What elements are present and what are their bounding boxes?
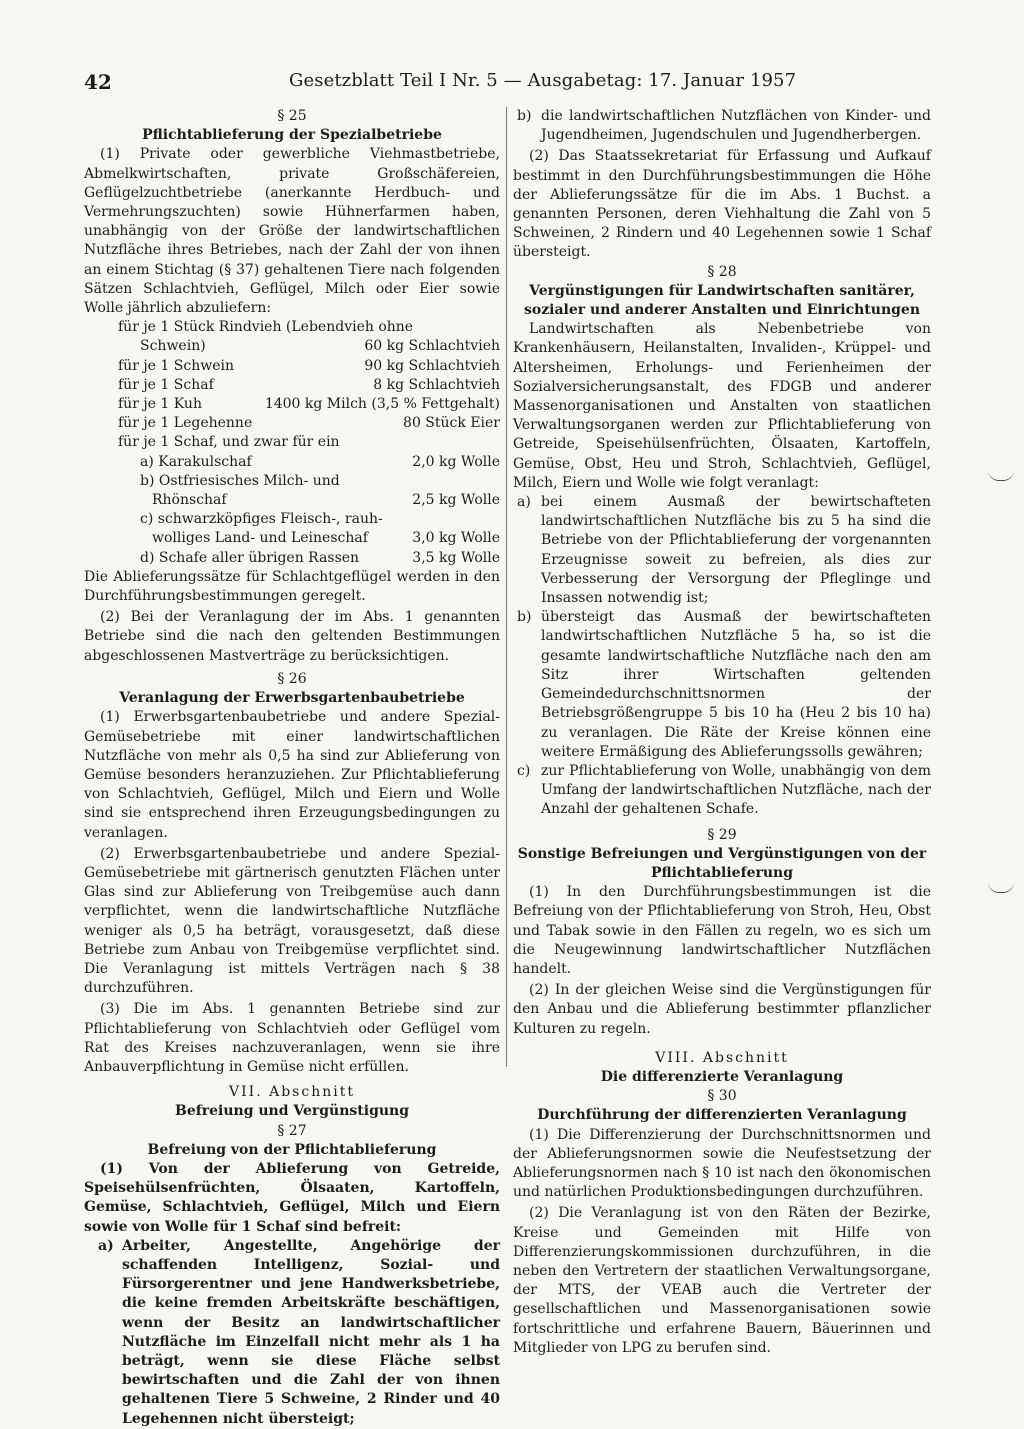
paragraph: (1) Erwerbsgartenbaubetriebe und andere Spezial-Gemüsebetriebe mit einer landwirtschaftlichen Nutzfläche von mehr als 0,5 ha sind zur Ablieferung von Gemüse besonders heranzuziehen. Zur Pflichtablieferung von Schlachtvieh, Geflügel, Milch und Eiern und Wolle sind sie entsprechend ihren Erzeugungsbedingungen zu veranlagen.: [84, 709, 500, 841]
section-number: § 28: [707, 263, 737, 280]
paragraph: (1) In den Durchführungsbestimmungen ist die Befreiung von der Pflichtablieferung von Stroh, Heu, Obst und Tabak sowie in den Fällen zu regeln, wo es sich um die Neugewinnung landwirtschaftlicher Nutzflächen handelt.: [513, 884, 931, 977]
table-row: für je 1 Legehenne 80 Stück Eier: [118, 415, 500, 432]
column-divider: [506, 107, 507, 1067]
table-row: b) Ostfriesisches Milch- und: [140, 472, 340, 489]
section-title: Sonstige Befreiungen und Vergünstigungen von der Pflichtablieferung: [517, 845, 927, 881]
table-row: Rhönschaf 2,5 kg Wolle: [152, 492, 500, 509]
paragraph: (1) Private oder gewerbliche Viehmastbetriebe, Abmelkwirtschaften, private Großschäfereien, Geflügelzuchtbetriebe (anerkannte Herdbuch- und Vermehrungszuchten) sowie Hühnerfarmen haben, unabhängig von der Größe der landwirtschaftlichen Nutzfläche ihres Betriebes, nach der Zahl der von ihnen an einem Stichtag (§ 37) gehaltenen Tiere nach folgenden Sätzen Schlachtvieh, Geflügel, Milch oder Eier sowie Wolle jährlich abzuliefern:: [84, 146, 500, 317]
paragraph: (2) Das Staatssekretariat für Erfassung und Aufkauf bestimmt in den Durchführungsbestimmungen die Höhe der Ablieferungssätze für die im Abs. 1 Buchst. a genannten Personen, deren Viehhaltung die Zahl von 5 Schweinen, 2 Rindern und 40 Legehennen sowie 1 Schaf übersteigt.: [513, 148, 931, 261]
table-row: für je 1 Schaf, und zwar für ein: [118, 434, 340, 451]
table-row: d) Schafe aller übrigen Rassen 3,5 kg Wolle: [140, 549, 500, 566]
page-number: 42: [84, 70, 112, 94]
left-column: [84, 107, 500, 1429]
paragraph: Landwirtschaften als Nebenbetriebe von Krankenhäusern, Heilanstalten, Invaliden-, Krüppel- und Altersheimen, Erholungs- und Ferienheimen der Sozialversicherungsanstalt, des FDGB und anderer Massenorganisationen und Anstalten von staatlichen Verwaltungsorganen werden zur Pflichtablieferung von Getreide, Speisehülsenfrüchten, Ölsaaten, Kartoffeln, Gemüse, Obst, Heu und Stroh, Schlachtvieh, Geflügel, Milch, Eiern und Wolle wie folgt veranlagt:: [513, 321, 931, 491]
section-title: Vergünstigungen für Landwirtschaften sanitärer, sozialer und anderer Anstalten und Einrichtungen: [523, 282, 921, 319]
table-row: a) Karakulschaf 2,0 kg Wolle: [140, 453, 500, 470]
section-title: Befreiung von der Pflichtablieferung: [147, 1141, 437, 1158]
margin-pencil-mark: [988, 470, 1014, 481]
section-number: § 27: [277, 1122, 307, 1139]
page-header: [84, 70, 950, 100]
chapter-title: Die differenzierte Veranlagung: [600, 1068, 844, 1085]
list-item: a) Arbeiter, Angestellte, Angehörige der schaffenden Intelligenz, Sozial- und Fürsorgerentner und jene Handwerksbetriebe, die keine fremden Arbeitskräfte beschäftigen, wenn der Besitz an landwirtschaftlicher Nutzfläche im Einzelfall nicht mehr als 1 ha beträgt, wenn sie diese Fläche selbst bewirtschaften und die Zahl der von ihnen gehaltenen Tiere 5 Schweine, 2 Rinder und 40 Legehennen nicht übersteigt;: [98, 1237, 500, 1427]
section-title: Pflichtablieferung der Spezialbetriebe: [142, 127, 442, 144]
list-item: c) zur Pflichtablieferung von Wolle, unabhängig von dem Umfang der landwirtschaftlichen Nutzfläche, nach der Anzahl der gehaltenen Schafe.: [517, 762, 931, 818]
running-title: Gesetzblatt Teil I Nr. 5 — Ausgabetag: 17. Januar 1957: [289, 70, 797, 91]
section-number: § 30: [707, 1088, 737, 1105]
paragraph: (2) Erwerbsgartenbaubetriebe und andere Spezial-Gemüsebetriebe mit gärtnerisch genutzten Flächen unter Glas sind zur Ablieferung von Treibgemüse auch dann verpflichtet, wenn die landwirtschaftliche Nutzfläche weniger als 0,5 ha beträgt, vorausgesetzt, daß diese Betriebe zum Anbau von Treibgemüse verpflichtet sind. Die Veranlagung ist mittels Verträgen nach § 38 durchzuführen.: [84, 845, 500, 997]
table-row: für je 1 Schaf 8 kg Schlachtvieh: [118, 376, 500, 393]
section-title: Durchführung der differenzierten Veranlagung: [537, 1107, 907, 1124]
chapter-title: Befreiung und Vergünstigung: [174, 1103, 409, 1120]
paragraph: (1) Die Differenzierung der Durchschnittsnormen und der Ablieferungsnormen sowie die Neufestsetzung der Ablieferungsnormen nach § 10 ist nach den ökonomischen und natürlichen Produktionsbedingungen durchzuführen.: [513, 1126, 931, 1201]
chapter-heading: VII. Abschnitt: [229, 1084, 355, 1101]
table-row: wolliges Land- und Leineschaf 3,0 kg Wolle: [152, 530, 500, 547]
list-item: b) übersteigt das Ausmaß der bewirtschafteten landwirtschaftlichen Nutzfläche 5 ha, so ist die gesamte landwirtschaftliche Nutzfläche nach den am Sitz ihrer Wirtschaften geltenden Gemeindedurchschnittsnormen der Betriebsgrößengruppe 5 bis 10 ha (Heu 2 bis 10 ha) zu veranlagen. Die Räte der Kreise können eine weitere Ermäßigung des Ablieferungssolls gewähren;: [517, 609, 931, 760]
table-row: für je 1 Schwein 90 kg Schlachtvieh: [118, 357, 500, 374]
section-number: § 29: [707, 826, 737, 843]
table-row: c) schwarzköpfiges Fleisch-, rauh-: [140, 511, 383, 528]
table-row: Schwein) 60 kg Schlachtvieh: [140, 338, 500, 355]
table-row: für je 1 Kuh 1400 kg Milch (3,5 % Fettgehalt): [118, 396, 500, 413]
paragraph: (2) Bei der Veranlagung der im Abs. 1 genannten Betriebe sind die nach den geltenden Bestimmungen abgeschlossenen Mastverträge zu berücksichtigen.: [84, 609, 500, 664]
paragraph: (2) In der gleichen Weise sind die Vergünstigungen für den Anbau und die Ablieferung bestimmter pflanzlicher Kulturen zu regeln.: [513, 982, 931, 1037]
delivery-rates-table: [118, 318, 500, 568]
section-number: § 26: [277, 670, 307, 687]
paragraph: (3) Die im Abs. 1 genannten Betriebe sind zur Pflichtablieferung von Schlachtvieh oder Geflügel vom Rat des Kreises nachzuveranlagen, wenn sie ihre Anbauverpflichtung in Gemüse nicht erfüllen.: [84, 1001, 500, 1075]
chapter-heading: VIII. Abschnitt: [655, 1049, 789, 1066]
paragraph: (2) Die Veranlagung ist von den Räten der Bezirke, Kreise und Gemeinden mit Hilfe von Differenzierungskommissionen durchzuführen, in die neben den Vertretern der staatlichen Verwaltungsorgane, der MTS, der VEAB auch die Vertreter der gesellschaftlichen und Massenorganisationen sowie fortschrittliche und erfahrene Bauern, Bäuerinnen und Mitglieder von LPG zu berufen sind.: [513, 1205, 931, 1356]
paragraph: (1) Von der Ablieferung von Getreide, Speisehülsenfrüchten, Ölsaaten, Kartoffeln, Gemüse, Schlachtvieh, Geflügel, Milch und Eiern sowie von Wolle für 1 Schaf sind befreit:: [84, 1160, 500, 1235]
list-item: a) bei einem Ausmaß der bewirtschafteten landwirtschaftlichen Nutzfläche bis zu 5 ha sind die Betriebe von der Pflichtablieferung der vorgenannten Erzeugnisse soweit zu befreien, als dies zur Verbesserung der Versorgung der Pfleglinge und Insassen notwendig ist;: [517, 494, 931, 607]
table-row: für je 1 Stück Rindvieh (Lebendvieh ohne: [118, 319, 414, 336]
paragraph: Die Ablieferungssätze für Schlachtgeflügel werden in den Durchführungsbestimmungen geregelt.: [84, 568, 500, 605]
section-number: § 25: [277, 108, 307, 124]
list-item: b) die landwirtschaftlichen Nutzflächen von Kinder- und Jugendheimen, Jugendschulen und Jugendherbergen.: [517, 108, 931, 144]
section-title: Veranlagung der Erwerbsgartenbaubetriebe: [119, 690, 465, 707]
right-column: [513, 107, 931, 1358]
margin-pencil-mark: [988, 882, 1014, 893]
